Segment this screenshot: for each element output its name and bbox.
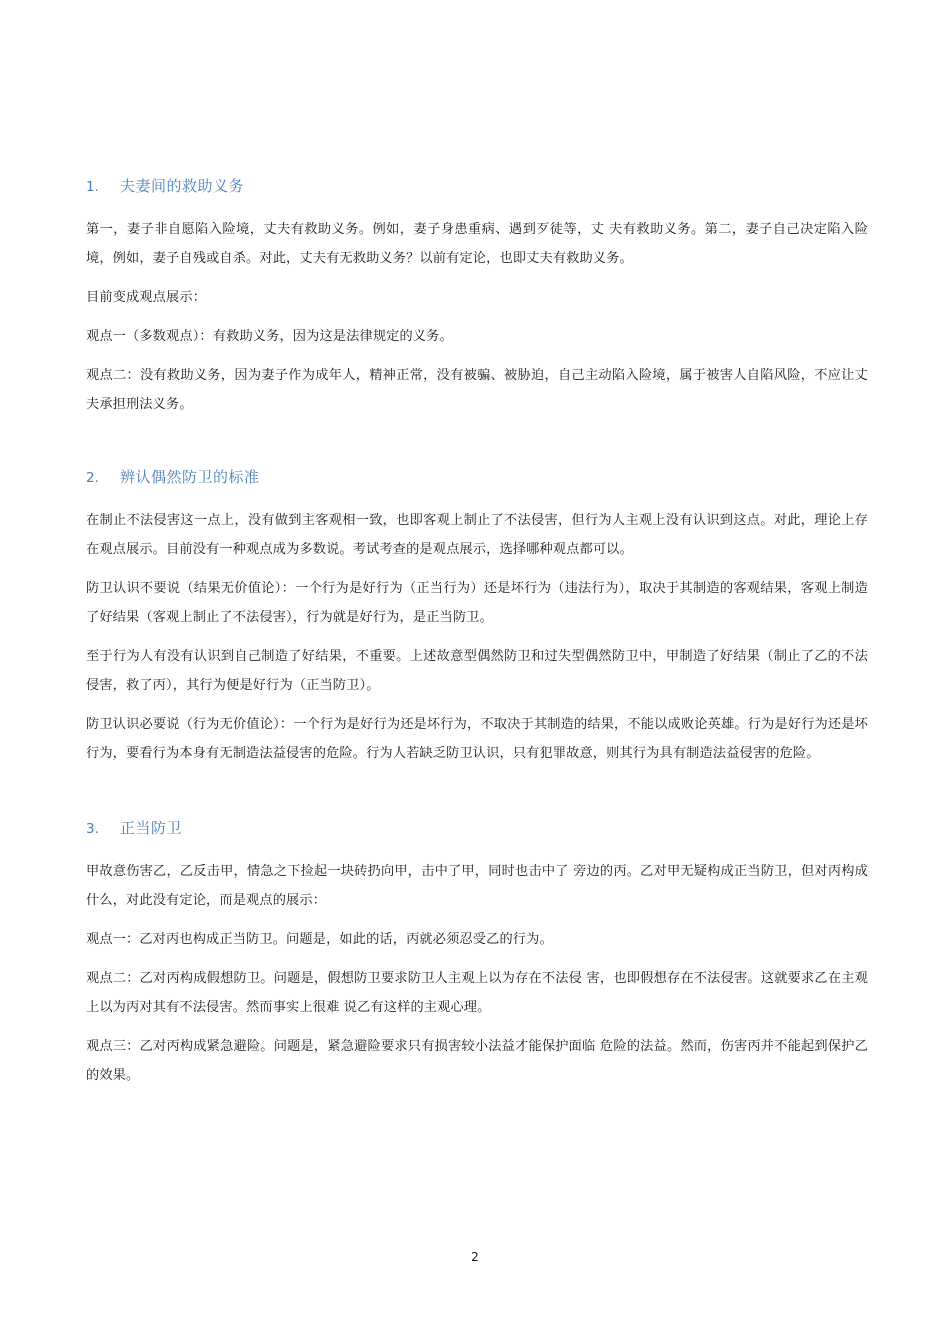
paragraph: 第一，妻子非自愿陷入险境，丈夫有救助义务。例如，妻子身患重病、遇到歹徒等，丈 夫有救助义务。第二，妻子自己决定陷入险境，例如，妻子自残或自杀。对此，丈夫有无救助义务？以前有定论，也即丈夫有救助义务。 bbox=[86, 222, 868, 266]
paragraph: 在制止不法侵害这一点上，没有做到主客观相一致，也即客观上制止了不法侵害，但行为人主观上没有认识到这点。对此，理论上存在观点展示。目前没有一种观点成为多数说。考试考查的是观点展示，选择哪种观点都可以。 bbox=[86, 513, 868, 557]
paragraph: 观点一（多数观点）：有救助义务，因为这是法律规定的义务。 bbox=[86, 329, 453, 344]
section-heading bbox=[86, 816, 868, 841]
paragraph: 观点三：乙对丙构成紧急避险。问题是，紧急避险要求只有损害较小法益才能保护面临 危险的法益。然而，伤害丙并不能起到保护乙的效果。 bbox=[86, 1039, 868, 1083]
section-heading bbox=[86, 174, 868, 199]
paragraph: 观点二：乙对丙构成假想防卫。问题是，假想防卫要求防卫人主观上以为存在不法侵 害，也即假想存在不法侵害。这就要求乙在主观上以为丙对其有不法侵害。然而事实上很难 说乙有这样的主观心理。 bbox=[86, 971, 868, 1015]
section-title: 夫妻间的救助义务 bbox=[120, 177, 245, 195]
paragraph: 目前变成观点展示： bbox=[86, 290, 207, 305]
section-heading bbox=[86, 465, 868, 490]
paragraph: 防卫认识不要说（结果无价值论）：一个行为是好行为（正当行为）还是坏行为（违法行为），取决于其制造的客观结果，客观上制造了好结果（客观上制止了不法侵害），行为就是好行为，是正当防卫。 bbox=[86, 581, 868, 625]
paragraph: 甲故意伤害乙，乙反击甲，情急之下捡起一块砖扔向甲，击中了甲，同时也击中了 旁边的丙。乙对甲无疑构成正当防卫，但对丙构成什么，对此没有定论，而是观点的展示： bbox=[86, 864, 868, 908]
paragraph: 观点一：乙对丙也构成正当防卫。问题是，如此的话，丙就必须忍受乙的行为。 bbox=[86, 932, 553, 947]
section-title: 辨认偶然防卫的标准 bbox=[120, 468, 260, 486]
paragraph: 观点二：没有救助义务，因为妻子作为成年人，精神正常，没有被骗、被胁迫，自己主动陷入险境，属于被害人自陷风险，不应让丈夫承担刑法义务。 bbox=[86, 368, 868, 412]
paragraph: 至于行为人有没有认识到自己制造了好结果，不重要。上述故意型偶然防卫和过失型偶然防卫中，甲制造了好结果（制止了乙的不法侵害，救了丙），其行为便是好行为（正当防卫）。 bbox=[86, 649, 868, 693]
section-1 bbox=[86, 174, 868, 419]
section-title: 正当防卫 bbox=[120, 819, 183, 837]
paragraph: 防卫认识必要说（行为无价值论）：一个行为是好行为还是坏行为，不取决于其制造的结果，不能以成败论英雄。行为是好行为还是坏行为，要看行为本身有无制造法益侵害的危险。行为人若缺乏防卫认识，只有犯罪故意，则其行为具有制造法益侵害的危险。 bbox=[86, 717, 868, 761]
section-number: 3. bbox=[86, 821, 99, 837]
section-number: 2. bbox=[86, 470, 99, 486]
section-3 bbox=[86, 816, 868, 1090]
section-number: 1. bbox=[86, 179, 99, 195]
section-2 bbox=[86, 465, 868, 768]
page-number: 2 bbox=[471, 1250, 479, 1264]
document-body bbox=[86, 174, 868, 1130]
